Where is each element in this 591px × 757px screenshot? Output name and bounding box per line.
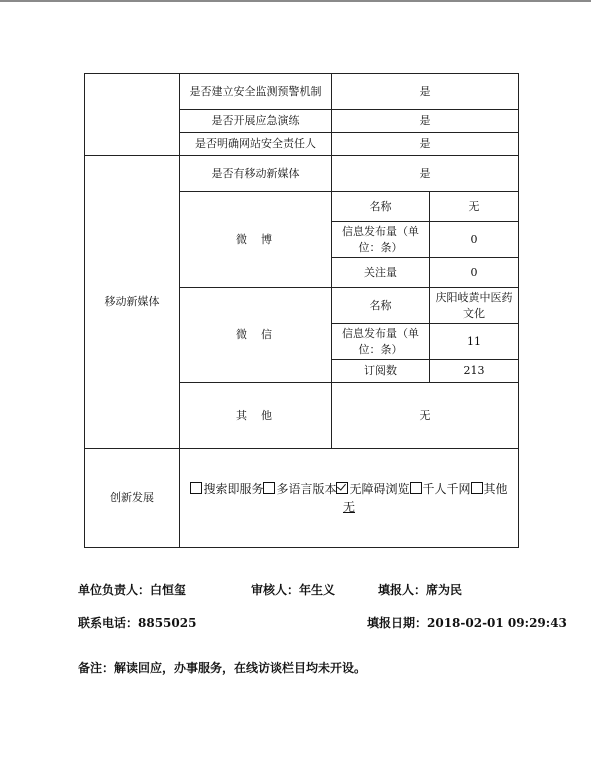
checkbox-accessibility[interactable] xyxy=(336,482,348,494)
monitoring-question: 是否建立安全监测预警机制 xyxy=(180,74,332,110)
table-row xyxy=(85,449,519,548)
wechat-subs-value: 213 xyxy=(430,360,519,383)
table-row xyxy=(85,156,519,192)
has-media-answer: 是 xyxy=(332,156,519,192)
other-media-value: 无 xyxy=(332,383,519,449)
report-table xyxy=(84,73,519,548)
wechat-name-value: 庆阳岐黄中医药文化 xyxy=(430,288,519,324)
wechat-name-label: 名称 xyxy=(332,288,430,324)
top-rule xyxy=(0,0,591,2)
innovation-options xyxy=(183,480,515,498)
innovation-other-text: 无 xyxy=(342,500,355,514)
table-row xyxy=(85,74,519,110)
option-search-service: 搜索即服务 xyxy=(203,482,264,496)
drill-answer: 是 xyxy=(332,110,519,133)
option-other: 其他 xyxy=(483,482,508,496)
contact-phone: 联系电话：8855025 xyxy=(78,616,197,630)
filler: 填报人：席为民 xyxy=(378,583,463,597)
weibo-name-value: 无 xyxy=(430,192,519,222)
checkbox-personalized[interactable] xyxy=(410,482,422,494)
monitoring-answer: 是 xyxy=(332,74,519,110)
new-media-label: 移动新媒体 xyxy=(85,156,180,449)
innovation-label: 创新发展 xyxy=(85,449,180,548)
wechat-subs-label: 订阅数 xyxy=(332,360,430,383)
option-accessibility: 无障碍浏览 xyxy=(349,482,410,496)
reviewer: 审核人：年生义 xyxy=(251,583,336,597)
checkbox-search-service[interactable] xyxy=(190,482,202,494)
wechat-posts-label: 信息发布量（单位：条） xyxy=(332,324,430,360)
other-media-label: 其他 xyxy=(180,383,332,449)
owner-question: 是否明确网站安全责任人 xyxy=(180,133,332,156)
innovation-options-cell xyxy=(180,449,519,548)
remark: 备注：解读回应，办事服务，在线访谈栏目均未开设。 xyxy=(78,661,367,675)
weibo-posts-value: 0 xyxy=(430,222,519,258)
wechat-posts-value: 11 xyxy=(430,324,519,360)
weibo-follow-label: 关注量 xyxy=(332,258,430,288)
drill-question: 是否开展应急演练 xyxy=(180,110,332,133)
weibo-name-label: 名称 xyxy=(332,192,430,222)
option-multilingual: 多语言版本 xyxy=(276,482,337,496)
weibo-posts-label: 信息发布量（单位：条） xyxy=(332,222,430,258)
checkbox-multilingual[interactable] xyxy=(263,482,275,494)
option-personalized: 千人千网 xyxy=(422,482,471,496)
unit-head: 单位负责人：白恒玺 xyxy=(78,583,187,597)
security-section-cell xyxy=(85,74,180,156)
weibo-follow-value: 0 xyxy=(430,258,519,288)
weibo-label: 微博 xyxy=(180,192,332,288)
checkbox-other[interactable] xyxy=(471,482,483,494)
fill-date: 填报日期：2018-02-01 09:29:43 xyxy=(367,616,567,630)
owner-answer: 是 xyxy=(332,133,519,156)
has-media-question: 是否有移动新媒体 xyxy=(180,156,332,192)
wechat-label: 微信 xyxy=(180,288,332,383)
